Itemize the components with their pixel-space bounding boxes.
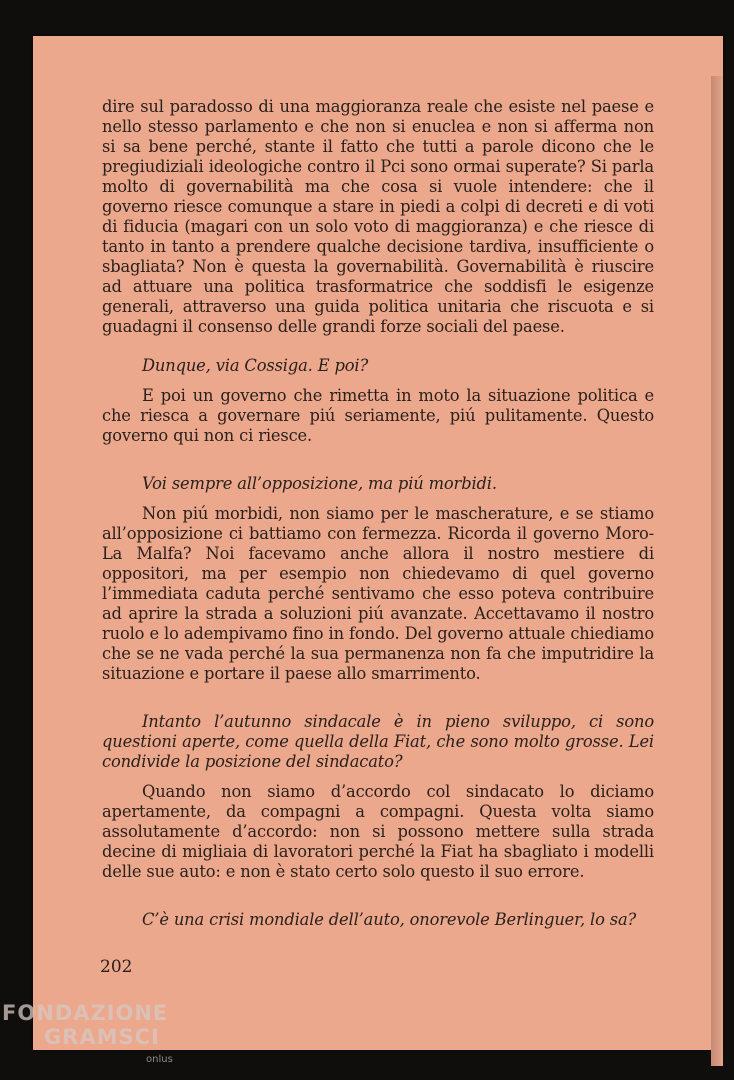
paragraph-answer: E poi un governo che rimetta in moto la situazione politica e che riesca a governare piú seriamente, piú pulitamente. Questo governo qui non ci riesce. (102, 386, 654, 445)
paragraph-question: C’è una crisi mondiale dell’auto, onorevole Berlinguer, lo sa? (142, 910, 637, 929)
paragraph-question: Voi sempre all’opposizione, ma piú morbidi. (142, 474, 497, 493)
page-text (102, 97, 654, 930)
watermark-line2: GRAMSCI (44, 1025, 160, 1049)
paragraph-answer: Non piú morbidi, non siamo per le mascherature, e se stiamo all’opposizione ci battiamo con fermezza. Ricorda il governo Moro-La Malfa? Noi facevamo anche allora il nostro mestiere di oppositori, ma per esempio non chiedevamo di quel governo l’immediata caduta perché sentivamo che esso poteva contribuire ad aprire la strada a soluzioni piú avanzate. Accettavamo il nostro ruolo e lo adempivamo fino in fondo. Del governo attuale chiediamo che se ne vada perché la sua permanenza non fa che imputridire la situazione e portare il paese allo smarrimento. (102, 504, 654, 683)
watermark-line1: FONDAZIONE (2, 1001, 169, 1025)
page-number: 202 (100, 957, 133, 977)
paragraph-question: Dunque, via Cossiga. E poi? (142, 356, 369, 375)
watermark-onlus: onlus (146, 1054, 173, 1065)
page-edge (711, 76, 723, 1066)
paragraph-answer: Quando non siamo d’accordo col sindacato lo diciamo apertamente, da compagni a compagni. Questa volta siamo assolutamente d’accordo: non si possono mettere sulla strada decine di migliaia di lavoratori perché la Fiat ha sbagliato i modelli delle sue auto: e non è stato certo solo questo il suo errore. (102, 782, 654, 881)
fondazione-gramsci-watermark (2, 1001, 168, 1049)
paragraph-answer-continued: dire sul paradosso di una maggioranza reale che esiste nel paese e nello stesso parlamento e che non si enuclea e non si afferma non si sa bene perché, stante il fatto che tutti a parole dicono che le pregiudiziali ideologiche contro il Pci sono ormai superate? Si parla molto di governabilità ma che cosa si vuole intendere: che il governo riesce comunque a stare in piedi a colpi di decreti e di voti di fiducia (magari con un solo voto di maggioranza) e che riesce di tanto in tanto a prendere qualche decisione tardiva, insufficiente o sbagliata? Non è questa la governabilità. Governabilità è riuscire ad attuare una politica trasformatrice che soddisfi le esigenze generali, attraverso una guida politica unitaria che riscuota e si guadagni il consenso delle grandi forze sociali del paese. (102, 97, 654, 336)
paragraph-question: Intanto l’autunno sindacale è in pieno sviluppo, ci sono questioni aperte, come quella della Fiat, che sono molto grosse. Lei condivide la posizione del sindacato? (102, 712, 654, 771)
